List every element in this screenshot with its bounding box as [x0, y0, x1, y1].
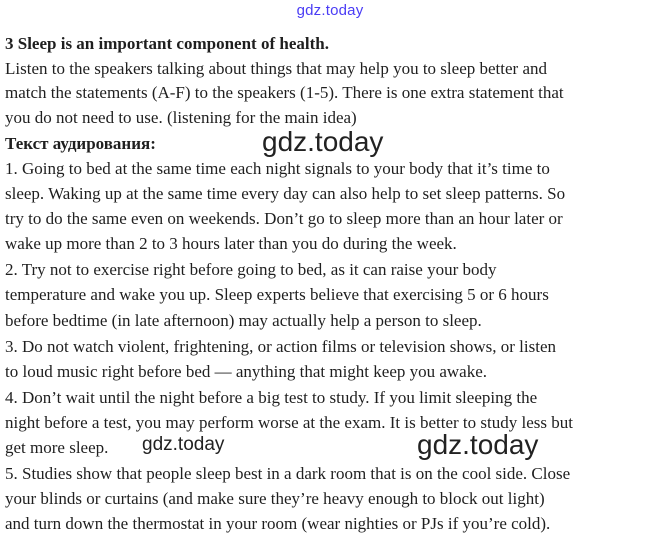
instruction-line-2: match the statements (A-F) to the speakers (1-5). There is one extra statement that — [5, 83, 564, 102]
transcript-line-1: 1. Going to bed at the same time each night signals to your body that it’s time to — [5, 159, 550, 178]
transcript-line-2: sleep. Waking up at the same time every day can also help to set sleep patterns. So — [5, 184, 566, 203]
transcript-line-15: and turn down the thermostat in your room (wear nighties or PJs if you’re cold). — [5, 514, 551, 533]
instruction-line-1: Listen to the speakers talking about things that may help you to sleep better and — [5, 59, 547, 78]
transcript-line-3: try to do the same even on weekends. Don’t go to sleep more than an hour later or — [5, 209, 563, 228]
instruction-line-3: you do not need to use. (listening for the main idea) — [5, 108, 357, 127]
task-title: 3 Sleep is an important component of health. — [5, 34, 329, 53]
transcript-line-13: 5. Studies show that people sleep best in a dark room that is on the cool side. Close — [5, 464, 571, 483]
transcript-line-4: wake up more than 2 to 3 hours later than you do during the week. — [5, 234, 457, 253]
transcript-line-8: 3. Do not watch violent, frightening, or action films or television shows, or listen — [5, 337, 556, 356]
transcript-line-6: temperature and wake you up. Sleep experts believe that exercising 5 or 6 hours — [5, 285, 549, 304]
transcript-line-5: 2. Try not to exercise right before going to bed, as it can raise your body — [5, 260, 497, 279]
transcript-line-14: your blinds or curtains (and make sure they’re heavy enough to block out light) — [5, 489, 545, 508]
transcript-line-7: before bedtime (in late afternoon) may actually help a person to sleep. — [5, 311, 482, 330]
header-watermark: gdz.today — [296, 2, 364, 19]
watermark-bottom-right: gdz.today — [417, 429, 539, 460]
transcript-line-12: get more sleep. — [5, 438, 109, 457]
transcript-line-9: to loud music right before bed — anything that might keep you awake. — [5, 362, 488, 381]
transcript-line-11: night before a test, you may perform worse at the exam. It is better to study less but — [5, 413, 573, 432]
transcript-heading: Текст аудирования: — [5, 134, 156, 153]
watermark-middle: gdz.today — [262, 126, 384, 157]
transcript-line-10: 4. Don’t wait until the night before a big test to study. If you limit sleeping the — [5, 388, 538, 407]
watermark-bottom-left: gdz.today — [142, 434, 225, 455]
